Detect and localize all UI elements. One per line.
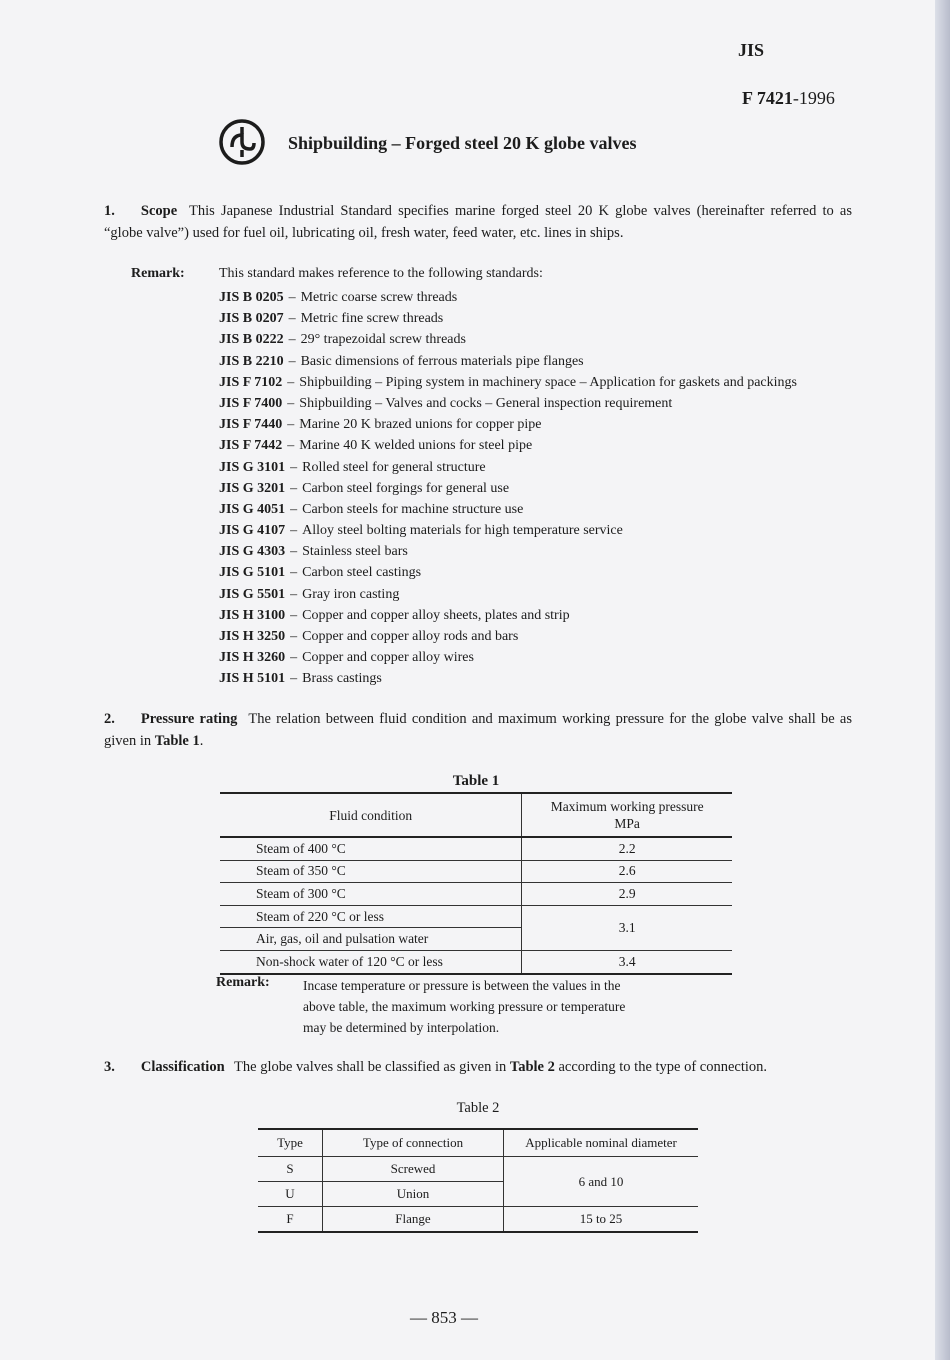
standard-title: Metric fine screw threads [300, 311, 444, 327]
standard-title: Brass castings [302, 671, 382, 687]
standard-item: JIS F 7440 – Marine 20 K brazed unions for copper pipe [219, 417, 542, 433]
table-row [258, 1207, 698, 1233]
standard-item: JIS G 5501 – Gray iron casting [219, 586, 400, 602]
section-text-end: . [199, 733, 204, 749]
section-heading: Classification [140, 1059, 225, 1075]
table1-remark-text: Incase temperature or pressure is between the values in the above table, the maximum working pressure or temperature may be determined by interpolation. [303, 978, 626, 1035]
section-number: 1. [104, 203, 115, 219]
section-text: The globe valves shall be classified as given in [234, 1059, 510, 1075]
standard-item: JIS B 0222 – 29° trapezoidal screw threads [219, 332, 466, 348]
section-classification [104, 1056, 852, 1078]
document-title: Shipbuilding – Forged steel 20 K globe valves [288, 133, 637, 153]
header-org: JIS [738, 40, 765, 60]
standard-title: Copper and copper alloy wires [302, 650, 474, 666]
standard-item: JIS H 3260 – Copper and copper alloy wires [219, 650, 474, 666]
connection-cell: Flange [323, 1207, 504, 1233]
standard-title: Basic dimensions of ferrous materials pipe flanges [300, 353, 584, 369]
standard-item: JIS G 4107 – Alloy steel bolting materials for high temperature service [219, 523, 623, 539]
standard-code: JIS F 7442 [219, 438, 283, 454]
standard-title: Shipbuilding – Valves and cocks – General inspection requirement [299, 395, 673, 411]
standard-code: JIS G 5501 [219, 586, 286, 602]
standard-title: Carbon steel castings [302, 565, 422, 581]
pressure-cell: 3.4 [522, 950, 732, 973]
standard-code: JIS G 5101 [219, 565, 286, 581]
fluid-condition-cell: Non-shock water of 120 °C or less [220, 950, 522, 973]
standard-title: Rolled steel for general structure [302, 459, 486, 475]
table1-caption: Table 1 [452, 773, 500, 789]
fluid-condition-cell: Steam of 300 °C [220, 883, 522, 906]
standard-item: JIS G 3201 – Carbon steel forgings for general use [219, 480, 510, 496]
standard-item: JIS G 4303 – Stainless steel bars [219, 544, 408, 560]
standard-code: JIS G 3101 [219, 459, 286, 475]
table-row [220, 883, 732, 906]
standard-title: Copper and copper alloy sheets, plates and strip [302, 607, 570, 623]
standard-code: JIS H 3260 [219, 650, 286, 666]
remark-label: Remark: [131, 266, 185, 281]
standard-item: JIS G 4051 – Carbon steels for machine structure use [219, 501, 524, 517]
standard-code: JIS G 3201 [219, 480, 286, 496]
type-cell: F [258, 1207, 323, 1233]
standard-item: JIS B 0205 – Metric coarse screw threads [219, 290, 458, 305]
standard-title: Carbon steels for machine structure use [302, 501, 524, 517]
fluid-condition-cell: Air, gas, oil and pulsation water [220, 928, 522, 951]
standard-item: JIS H 5101 – Brass castings [219, 671, 382, 687]
connection-cell: Screwed [323, 1157, 504, 1182]
table1-header-pressure-label: Maximum working pressure [550, 799, 704, 814]
standard-title: Alloy steel bolting materials for high temperature service [302, 523, 623, 539]
pressure-cell: 2.9 [522, 883, 732, 906]
standard-code: JIS F 7400 [219, 395, 283, 411]
table-row [220, 837, 732, 860]
standard-title: Marine 40 K welded unions for steel pipe [299, 438, 533, 454]
standard-title: Gray iron casting [302, 586, 400, 602]
pressure-cell: 2.6 [522, 860, 732, 883]
section-text-end: according to the type of connection. [554, 1059, 768, 1075]
standard-title: Carbon steel forgings for general use [302, 480, 510, 496]
jis-logo-icon [218, 118, 266, 166]
standard-code: JIS B 0205 [219, 290, 284, 305]
table-reference: Table 1 [154, 733, 200, 749]
table2-caption: Table 2 [456, 1100, 500, 1116]
standard-item: JIS F 7400 – Shipbuilding – Valves and cocks – General inspection requirement [219, 395, 673, 411]
standard-number-prefix: F 7421 [742, 88, 793, 108]
standard-item: JIS B 0207 – Metric fine screw threads [219, 311, 444, 327]
standard-item: JIS F 7442 – Marine 40 K welded unions for steel pipe [219, 438, 533, 454]
standard-title: Copper and copper alloy rods and bars [302, 629, 519, 644]
pressure-cell-merged: 3.1 [522, 905, 732, 950]
diameter-cell-merged: 6 and 10 [504, 1157, 699, 1207]
page-number: — 853 — [410, 1308, 478, 1327]
table-row [220, 860, 732, 883]
standard-number-year: -1996 [792, 88, 835, 108]
fluid-condition-cell: Steam of 350 °C [220, 860, 522, 883]
table1-remark-label: Remark: [216, 975, 270, 990]
section-pressure-rating [104, 708, 852, 752]
standard-code: JIS H 3250 [219, 629, 286, 644]
table1-pressure-rating [220, 792, 732, 975]
standard-code: JIS H 5101 [219, 671, 286, 687]
remark-intro: This standard makes reference to the following standards: [219, 266, 543, 281]
pressure-cell: 2.2 [522, 837, 732, 860]
standard-code: JIS B 0222 [219, 332, 284, 348]
table2-header-type: Type [258, 1129, 323, 1157]
section-number: 2. [104, 711, 115, 727]
section-heading: Scope [140, 203, 178, 219]
fluid-condition-cell: Steam of 220 °C or less [220, 905, 522, 928]
standard-title: Shipbuilding – Piping system in machinery space – Application for gaskets and packings [299, 374, 797, 390]
table-row [220, 905, 732, 928]
standard-title: Stainless steel bars [302, 544, 408, 560]
table2-header-connection: Type of connection [323, 1129, 504, 1157]
connection-cell: Union [323, 1182, 504, 1207]
section-text: The relation between fluid condition and maximum working pressure for the globe valve shall be as given in [104, 711, 852, 749]
standard-item: JIS G 5101 – Carbon steel castings [219, 565, 422, 581]
standard-code: JIS F 7440 [219, 417, 283, 433]
standard-item: JIS G 3101 – Rolled steel for general structure [219, 459, 486, 475]
fluid-condition-cell: Steam of 400 °C [220, 837, 522, 860]
standard-code: JIS H 3100 [219, 607, 286, 623]
table-row [220, 950, 732, 973]
page-edge-shadow [935, 0, 950, 1360]
section-text: This Japanese Industrial Standard specifies marine forged steel 20 K globe valves (hereinafter referred to as “globe valve”) used for fuel oil, lubricating oil, fresh water, feed water, etc. lines in ships. [104, 203, 852, 241]
type-cell: U [258, 1182, 323, 1207]
table1-header-condition: Fluid condition [220, 793, 522, 837]
section-heading: Pressure rating [140, 711, 238, 727]
referenced-standards-list [219, 287, 797, 690]
section-scope [104, 200, 852, 244]
standard-title: Marine 20 K brazed unions for copper pipe [299, 417, 542, 433]
table1-header-pressure-unit: MPa [614, 816, 640, 831]
standard-item: JIS B 2210 – Basic dimensions of ferrous materials pipe flanges [219, 353, 584, 369]
table2-classification [258, 1128, 698, 1233]
standard-number [742, 88, 835, 109]
standard-title: 29° trapezoidal screw threads [300, 332, 466, 348]
standard-code: JIS G 4107 [219, 523, 286, 539]
standard-item: JIS F 7102 – Shipbuilding – Piping system in machinery space – Application for gaskets and packings [219, 374, 797, 390]
table1-header-pressure [522, 793, 732, 837]
standard-code: JIS B 0207 [219, 311, 284, 327]
table2-header-diameter: Applicable nominal diameter [504, 1129, 699, 1157]
standard-code: JIS G 4051 [219, 501, 286, 517]
table-reference: Table 2 [509, 1059, 555, 1075]
standard-code: JIS B 2210 [219, 353, 284, 369]
standard-code: JIS F 7102 [219, 374, 283, 390]
standard-item: JIS H 3250 – Copper and copper alloy rods and bars [219, 629, 519, 644]
type-cell: S [258, 1157, 323, 1182]
standard-code: JIS G 4303 [219, 544, 286, 560]
standard-title: Metric coarse screw threads [300, 290, 458, 305]
diameter-cell: 15 to 25 [504, 1207, 699, 1233]
standard-item: JIS H 3100 – Copper and copper alloy sheets, plates and strip [219, 607, 570, 623]
table-row [258, 1157, 698, 1182]
section-number: 3. [104, 1059, 115, 1075]
